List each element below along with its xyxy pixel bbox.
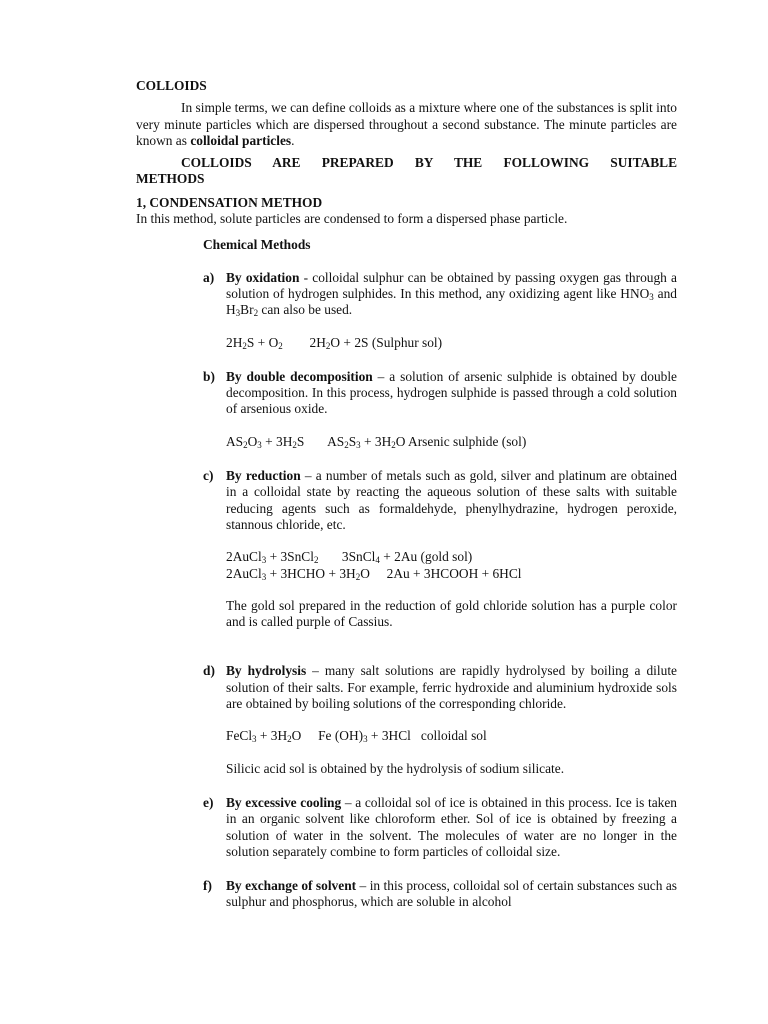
subscript: 2 xyxy=(313,555,319,566)
eq-part: O Fe (OH) xyxy=(291,728,364,744)
subscript: 3 xyxy=(261,571,267,582)
chemical-equation xyxy=(226,728,677,744)
item-heading: By reduction xyxy=(226,468,301,484)
subscript: 2 xyxy=(292,439,297,450)
item-marker: a) xyxy=(203,269,215,285)
eq-part: AS xyxy=(226,433,244,449)
item-body: can also be used. xyxy=(258,302,353,318)
eq-part: + 3HCHO + 3H xyxy=(266,565,356,581)
chemical-equation xyxy=(226,549,677,565)
eq-part: 2H xyxy=(226,334,243,350)
methods-heading-line2: METHODS xyxy=(136,171,205,187)
list-item xyxy=(203,270,677,351)
item-heading: By double decomposition xyxy=(226,368,373,384)
item-text xyxy=(226,795,677,860)
item-marker: f) xyxy=(203,878,212,894)
eq-part: S + O xyxy=(246,334,279,350)
eq-part: O xyxy=(247,433,258,449)
item-body: Br xyxy=(240,302,254,318)
list-item xyxy=(203,369,677,450)
item-heading: By exchange of solvent xyxy=(226,878,357,894)
subscript: 2 xyxy=(391,439,396,450)
subscript: 2 xyxy=(243,439,248,450)
eq-part: + 3H xyxy=(261,433,293,449)
list-item xyxy=(203,468,677,630)
methods-heading-line1: COLLOIDS ARE PREPARED BY THE FOLLOWING SUITABLE xyxy=(181,155,677,171)
subscript: 4 xyxy=(375,555,380,566)
methods-heading xyxy=(136,155,677,188)
item-body: – in this process, colloidal sol of certain substances such as sulphur and phosphorus, which are soluble in alcohol xyxy=(226,878,677,910)
eq-part: + 3H xyxy=(256,728,288,744)
subscript: 3 xyxy=(363,734,368,745)
subscript: 2 xyxy=(278,340,283,351)
subscript: 2 xyxy=(287,734,292,745)
item-heading: By excessive cooling xyxy=(226,794,342,810)
item-body: – many salt solutions are rapidly hydrolysed by boiling a dilute solution of their salts. For example, ferric hydroxide and aluminium hydroxide sols are obtained by boiling solutions of the corresponding chloride. xyxy=(226,663,677,712)
item-text xyxy=(226,369,677,418)
eq-part: O + 2S (Sulphur sol) xyxy=(330,334,443,350)
intro-paragraph xyxy=(136,100,677,149)
subscript: 2 xyxy=(344,439,349,450)
subscript: 3 xyxy=(649,291,654,302)
item-note: The gold sol prepared in the reduction of gold chloride solution has a purple color and is called purple of Cassius. xyxy=(226,597,677,630)
subscript: 2 xyxy=(325,340,331,351)
list-item xyxy=(203,795,677,860)
item-body: - colloidal sulphur can be obtained by passing oxygen gas through a solution of hydrogen sulphides. In this method, any oxidizing agent like HNO xyxy=(226,269,677,301)
chemical-equation xyxy=(226,566,677,582)
item-body: – a colloidal sol of ice is obtained in this process. Ice is taken in an organic solvent like chloroform ether. Sol of ice is obtained by freezing a solution of water in the solvent. The molecules of water are no longer in the solution separately combine to form particles of colloidal size. xyxy=(226,794,677,859)
eq-part: S AS xyxy=(296,433,345,449)
subscript: 2 xyxy=(355,571,361,582)
chemical-equation xyxy=(226,434,677,450)
subscript: 3 xyxy=(257,439,262,450)
item-body: – a solution of arsenic sulphide is obtained by double decomposition. In this process, hydrogen sulphide is passed through a cold solution of arsenious oxide. xyxy=(226,368,678,417)
item-text xyxy=(226,663,677,712)
subscript: 2 xyxy=(242,340,247,351)
subsection-title: Chemical Methods xyxy=(203,237,311,253)
item-text xyxy=(226,878,677,911)
item-note: Silicic acid sol is obtained by the hydrolysis of sodium silicate. xyxy=(226,760,565,776)
subscript: 2 xyxy=(253,308,259,319)
eq-part: 2H xyxy=(282,334,326,350)
eq-part: 3SnCl xyxy=(318,549,376,565)
section-intro: In this method, solute particles are condensed to form a dispersed phase particle. xyxy=(136,211,568,227)
intro-bold-term: colloidal particles xyxy=(190,132,292,148)
subscript: 3 xyxy=(261,555,267,566)
item-marker: e) xyxy=(203,794,214,810)
item-text xyxy=(226,270,677,319)
subscript: 3 xyxy=(252,734,257,745)
eq-part: + 3HCl colloidal sol xyxy=(367,728,487,744)
section-title: 1, CONDENSATION METHOD xyxy=(136,194,323,210)
subscript: 3 xyxy=(356,439,361,450)
eq-part: + 3SnCl xyxy=(266,549,314,565)
item-heading: By oxidation xyxy=(226,269,300,285)
eq-part: 2AuCl xyxy=(226,565,262,581)
eq-part: S xyxy=(348,433,357,449)
list-item xyxy=(203,663,677,776)
eq-part: FeCl xyxy=(226,728,253,744)
item-text xyxy=(226,468,677,533)
document-page xyxy=(136,78,677,911)
item-marker: c) xyxy=(203,468,214,484)
document-title: COLLOIDS xyxy=(136,78,207,93)
intro-text: In simple terms, we can define colloids as a mixture where one of the substances is split into very minute particles which are dispersed throughout a second substance. The minute particles are known as xyxy=(136,100,677,148)
item-body: – a number of metals such as gold, silver and platinum are obtained in a colloidal state by reacting the aqueous solution of these salts with suitable reducing agents such as formaldehyde, phenylhydrazine, hydrogen peroxide, stannous chloride, etc. xyxy=(226,468,677,532)
eq-part: 2AuCl xyxy=(226,549,262,565)
item-marker: b) xyxy=(203,368,215,384)
eq-part: O Arsenic sulphide (sol) xyxy=(395,433,527,449)
subscript: 3 xyxy=(235,308,241,319)
item-body: and H xyxy=(226,285,677,318)
eq-part: + 2Au (gold sol) xyxy=(379,549,473,565)
chemical-equation xyxy=(226,335,677,351)
eq-part: + 3H xyxy=(360,433,392,449)
eq-part: O 2Au + 3HCOOH + 6HCl xyxy=(360,565,522,581)
list-item xyxy=(203,878,677,911)
item-marker: d) xyxy=(203,663,215,679)
intro-text-end: . xyxy=(291,132,295,148)
item-heading: By hydrolysis xyxy=(226,663,307,679)
